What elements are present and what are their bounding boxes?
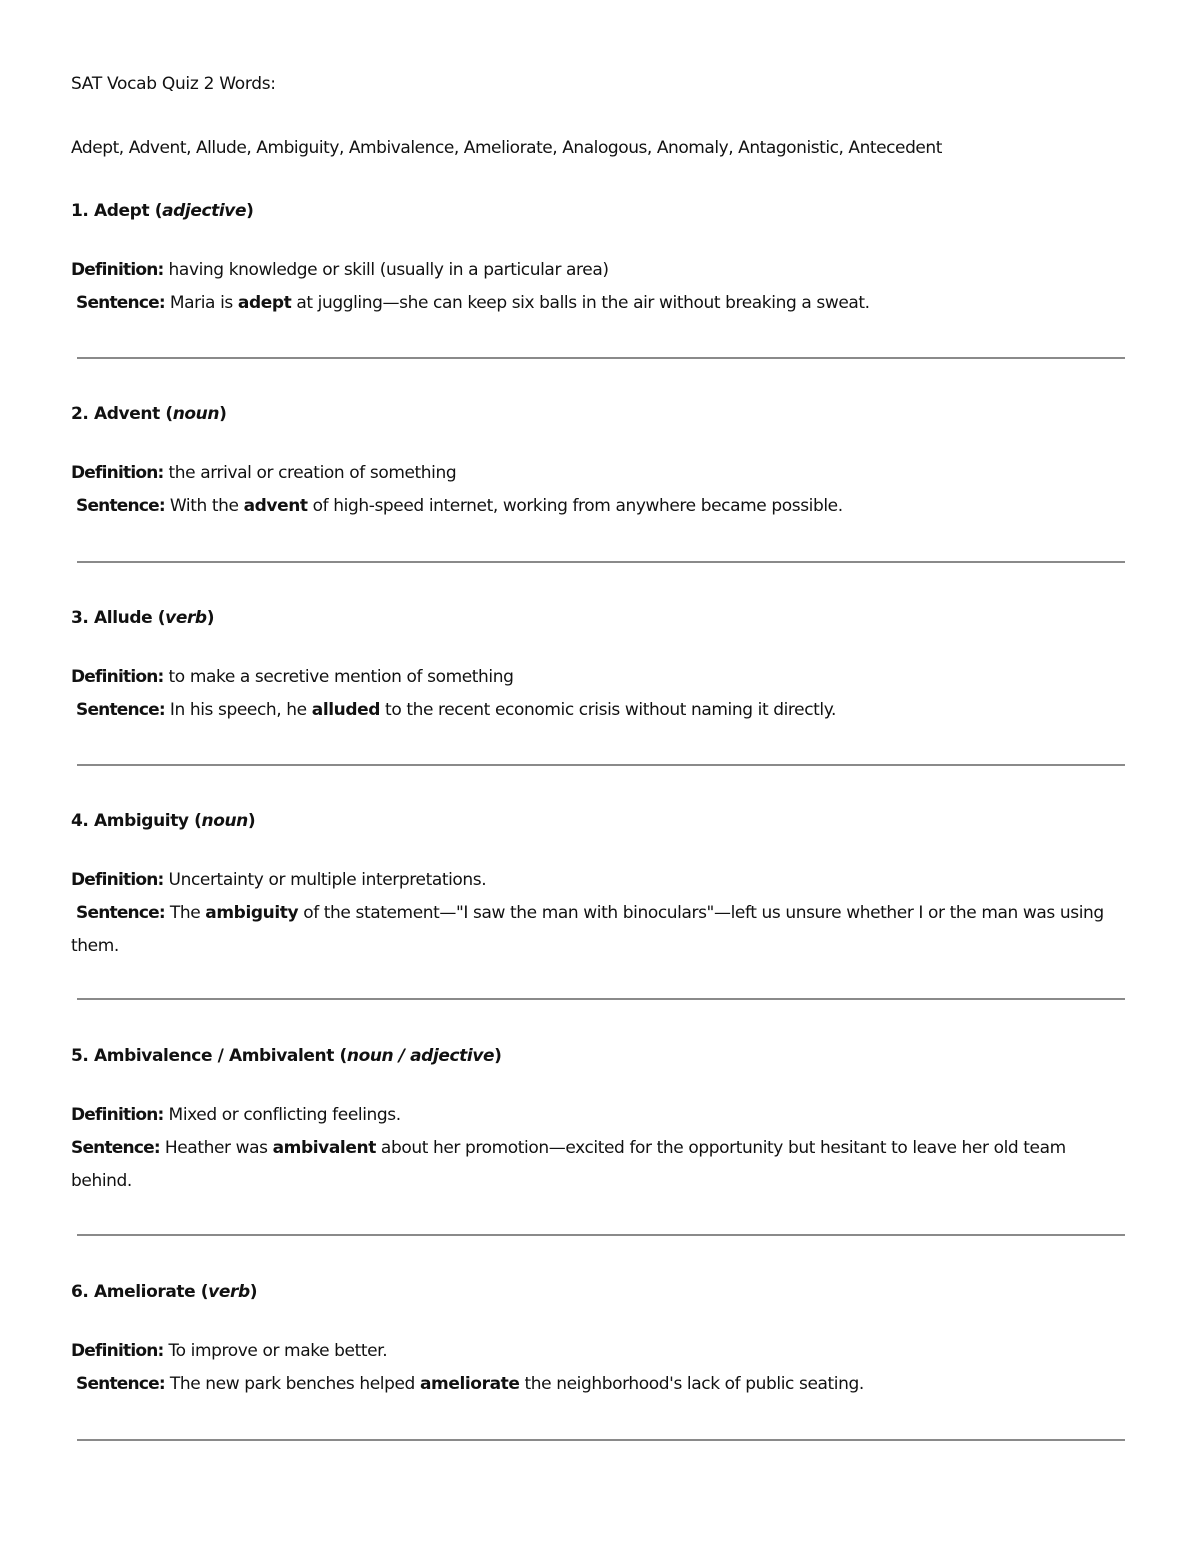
entry-heading: 4. Ambiguity (noun): [71, 811, 256, 831]
sentence-text-before: With the: [169, 496, 244, 516]
sentence-keyword: ambiguity: [205, 903, 299, 923]
sentence-text-after: to the recent economic crisis without naming it directly.: [380, 700, 836, 720]
sentence-keyword: adept: [237, 293, 292, 313]
entry-heading: 2. Advent (noun): [71, 404, 227, 424]
sentence-text-after: at juggling—she can keep six balls in the air without breaking a sweat.: [291, 293, 870, 313]
entry-word: Ambiguity: [94, 811, 189, 831]
definition-text: Mixed or conflicting feelings.: [168, 1105, 401, 1125]
definition-text: to make a secretive mention of something: [168, 667, 514, 687]
sentence-line: [71, 287, 1131, 320]
sentence-text-after: of the statement—"I saw the man with binoculars"—left us unsure whether I or the man was using them.: [71, 903, 1104, 956]
definition-text: the arrival or creation of something: [168, 463, 457, 483]
sentence-text-after: the neighborhood's lack of public seating.: [519, 1374, 864, 1394]
sentence-text-after: about her promotion—excited for the opportunity but hesitant to leave her old team behind.: [71, 1138, 1066, 1191]
entry-number: 2.: [71, 404, 89, 424]
sentence-label: Sentence:: [71, 1138, 160, 1158]
divider-rule: [77, 1234, 1125, 1236]
sentence-line: [71, 1132, 1131, 1198]
entry-part-of-speech: adjective: [162, 201, 247, 221]
entry-heading: 1. Adept (adjective): [71, 201, 254, 221]
sentence-keyword: advent: [243, 496, 308, 516]
divider-rule: [77, 998, 1125, 1000]
definition-line: [71, 1099, 1131, 1132]
entry-number: 6.: [71, 1282, 89, 1302]
entry-number: 1.: [71, 201, 89, 221]
definition-label: Definition:: [71, 667, 164, 687]
entry-part-of-speech: verb: [208, 1282, 250, 1302]
divider-rule: [77, 1439, 1125, 1441]
entry-part-of-speech: verb: [165, 608, 207, 628]
entry-word: Advent: [94, 404, 160, 424]
entry-word: Ameliorate: [94, 1282, 196, 1302]
sentence-line: [71, 490, 1131, 523]
sentence-keyword: ameliorate: [419, 1374, 520, 1394]
vocab-entry: [71, 402, 1131, 523]
entry-heading: 5. Ambivalence / Ambivalent (noun / adjective): [71, 1046, 502, 1066]
sentence-label: Sentence:: [76, 496, 165, 516]
sentence-text-before: The: [169, 903, 206, 923]
word-list: Adept, Advent, Allude, Ambiguity, Ambivalence, Ameliorate, Analogous, Anomaly, Antagonistic, Antecedent: [71, 138, 942, 158]
sentence-keyword: alluded: [311, 700, 381, 720]
vocab-entry: [71, 199, 1131, 320]
sentence-text-before: Maria is: [169, 293, 238, 313]
definition-text: having knowledge or skill (usually in a particular area): [168, 260, 609, 280]
divider-rule: [77, 561, 1125, 563]
entry-number: 4.: [71, 811, 89, 831]
definition-text: To improve or make better.: [168, 1341, 388, 1361]
entry-word: Allude: [94, 608, 153, 628]
entry-part-of-speech: noun: [172, 404, 220, 424]
sentence-label: Sentence:: [76, 1374, 165, 1394]
vocab-entry: [71, 606, 1131, 727]
entry-heading: 3. Allude (verb): [71, 608, 215, 628]
entry-word: Ambivalence / Ambivalent: [94, 1046, 334, 1066]
sentence-label: Sentence:: [76, 293, 165, 313]
vocab-entry: [71, 1044, 1131, 1198]
definition-line: [71, 661, 1131, 694]
entry-part-of-speech: noun: [201, 811, 248, 831]
definition-label: Definition:: [71, 1341, 164, 1361]
definition-label: Definition:: [71, 260, 164, 280]
definition-label: Definition:: [71, 870, 164, 890]
sentence-text-before: The new park benches helped: [169, 1374, 420, 1394]
vocab-entry: [71, 809, 1131, 963]
definition-text: Uncertainty or multiple interpretations.: [168, 870, 487, 890]
entry-heading: 6. Ameliorate (verb): [71, 1282, 258, 1302]
sentence-line: [71, 1368, 1131, 1401]
entry-number: 5.: [71, 1046, 89, 1066]
entry-word: Adept: [94, 201, 150, 221]
vocab-entry: [71, 1280, 1131, 1401]
divider-rule: [77, 357, 1125, 359]
sentence-line: [71, 694, 1131, 727]
sentence-text-after: of high-speed internet, working from anywhere became possible.: [307, 496, 843, 516]
definition-line: [71, 864, 1131, 897]
sentence-line: [71, 897, 1131, 963]
definition-line: [71, 457, 1131, 490]
divider-rule: [77, 764, 1125, 766]
sentence-keyword: ambivalent: [272, 1138, 376, 1158]
page-title: SAT Vocab Quiz 2 Words:: [71, 74, 276, 94]
definition-line: [71, 1335, 1131, 1368]
entry-number: 3.: [71, 608, 89, 628]
definition-label: Definition:: [71, 463, 164, 483]
definition-line: [71, 254, 1131, 287]
sentence-text-before: Heather was: [164, 1138, 273, 1158]
sentence-label: Sentence:: [76, 700, 165, 720]
sentence-text-before: In his speech, he: [169, 700, 312, 720]
definition-label: Definition:: [71, 1105, 164, 1125]
sentence-label: Sentence:: [76, 903, 165, 923]
entry-part-of-speech: noun / adjective: [346, 1046, 495, 1066]
